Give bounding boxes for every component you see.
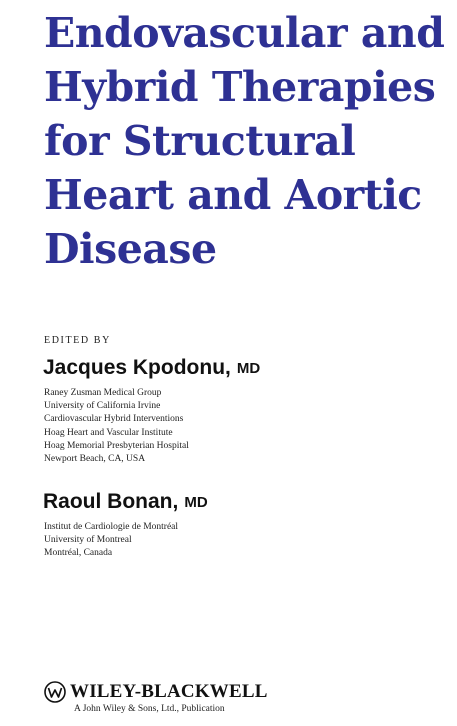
title-line-4: Heart and Aortic xyxy=(44,171,422,219)
editor-2-affiliation: Montréal, Canada xyxy=(44,548,113,559)
editor-2-name-text: Raoul Bonan, xyxy=(43,490,179,513)
title-line-3: for Structural xyxy=(44,117,356,165)
editor-2-affiliation: Institut de Cardiologie de Montréal xyxy=(44,522,179,532)
editor-1-affiliation: Hoag Memorial Presbyterian Hospital xyxy=(44,440,189,451)
title-line-2: Hybrid Therapies xyxy=(44,63,436,111)
book-title xyxy=(44,6,449,276)
editor-1-affiliation: Cardiovascular Hybrid Interventions xyxy=(44,414,184,425)
publisher-name: WILEY-BLACKWELL xyxy=(70,681,268,702)
title-line-1: Endovascular and xyxy=(44,9,445,57)
editor-2-affiliations xyxy=(44,521,178,561)
editor-1-affiliation: Newport Beach, CA, USA xyxy=(44,454,146,465)
editor-1-affiliation: Hoag Heart and Vascular Institute xyxy=(44,427,173,438)
edited-by-label: EDITED BY xyxy=(44,335,111,346)
wiley-blackwell-logo-icon xyxy=(44,681,66,703)
editor-1-name xyxy=(43,356,260,380)
editor-2-credential: MD xyxy=(184,494,208,511)
publisher-imprint xyxy=(44,681,279,721)
editor-1-affiliations xyxy=(44,387,189,466)
publisher-subline: A John Wiley & Sons, Ltd., Publication xyxy=(74,704,225,714)
editor-2-affiliation: University of Montreal xyxy=(44,535,132,546)
editor-1-affiliation: University of California Irvine xyxy=(44,401,161,412)
title-line-5: Disease xyxy=(44,225,217,273)
editor-1-credential: MD xyxy=(236,360,261,377)
editor-2-name xyxy=(43,490,208,514)
editor-1-affiliation: Raney Zusman Medical Group xyxy=(44,388,162,398)
editor-1-name-text: Jacques Kpodonu, xyxy=(43,356,231,379)
